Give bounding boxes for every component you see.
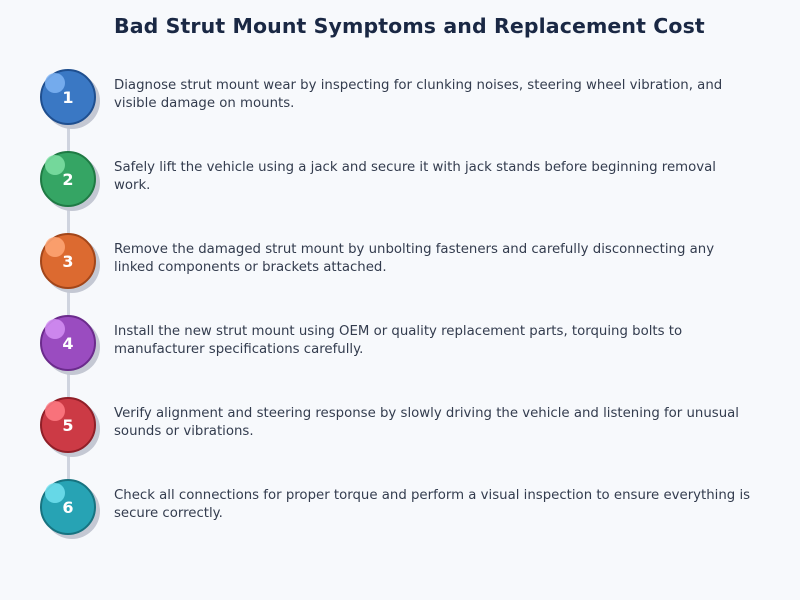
step-1	[0, 69, 800, 139]
step-badge	[40, 69, 96, 125]
step-2	[0, 151, 800, 221]
step-badge	[40, 151, 96, 207]
step-number: 4	[62, 334, 74, 353]
step-description: Diagnose strut mount wear by inspecting for clunking noises, steering wheel vibration, and visible damage on mounts.	[114, 78, 723, 111]
step-description: Install the new strut mount using OEM or quality replacement parts, torquing bolts to manufacturer specifications carefully.	[114, 324, 683, 357]
step-badge	[40, 233, 96, 289]
step-badge	[40, 479, 96, 535]
step-number: 1	[62, 88, 74, 107]
step-badge	[40, 315, 96, 371]
step-5	[0, 397, 800, 467]
step-number: 5	[62, 416, 74, 435]
step-description: Safely lift the vehicle using a jack and secure it with jack stands before beginning removal work.	[114, 160, 716, 193]
step-number: 2	[62, 170, 74, 189]
step-4	[0, 315, 800, 385]
step-number: 3	[62, 252, 74, 271]
step-badge	[40, 397, 96, 453]
page-title: Bad Strut Mount Symptoms and Replacement Cost	[114, 14, 705, 38]
step-description: Remove the damaged strut mount by unbolting fasteners and carefully disconnecting any linked components or brackets attached.	[114, 242, 715, 275]
step-6	[0, 479, 800, 549]
step-number: 6	[62, 498, 74, 517]
step-3	[0, 233, 800, 303]
step-description: Verify alignment and steering response by slowly driving the vehicle and listening for unusual sounds or vibrations.	[114, 406, 739, 439]
step-description: Check all connections for proper torque and perform a visual inspection to ensure everything is secure correctly.	[114, 488, 751, 521]
